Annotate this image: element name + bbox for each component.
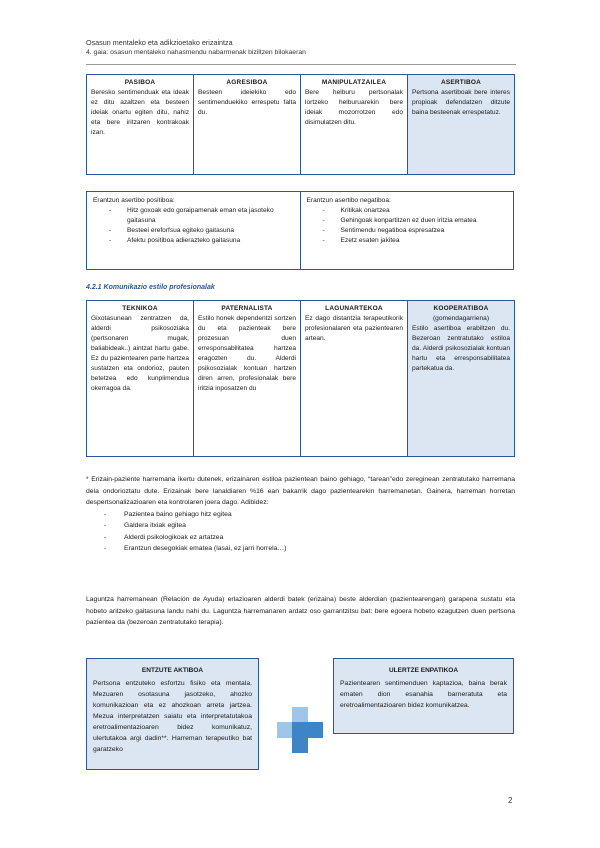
- list-item: - Besteei ereforfsua egiteko gaitasuna: [127, 226, 294, 236]
- assertive-responses-box: [86, 191, 514, 270]
- style-subtitle-kooperatiboa: (gomendagarriena): [432, 315, 490, 322]
- positive-responses-list: [93, 206, 294, 246]
- paragraph-help-relationship: [86, 594, 515, 629]
- list-item: - Galdera itxiak egitea: [124, 520, 515, 532]
- active-listening-text: Pertsona entzuteko esfortzu fisiko eta mentala. Mezuaren osotasuna jasotzeko, ahozko komunikazioan eta ez ahozkoan arreta jartzea. Mezua interpretatzen saiatu eta interpretatutakoa eretroalimentazioaren bidez komunikatuz, ulertutakoa argi dadin**. Harreman terapeutiko bat garatzeko: [93, 680, 252, 753]
- style-title-paternalista: PATERNALISTA: [221, 305, 273, 312]
- header-title: Osasun mentaleko eta adikzioetako erizaintza: [86, 38, 233, 47]
- list-item: - Kritikak onartzea: [341, 206, 508, 216]
- style-title-manipulatzailea: MANIPULATZAILEA: [321, 79, 387, 86]
- style-cell-paternalista: [194, 301, 301, 457]
- style-cell-kooperatiboa: [408, 301, 515, 457]
- list-item: - Gehingoak konpartitzen ez duen iritzia ematea: [341, 216, 508, 226]
- positive-responses: [87, 192, 300, 269]
- paragraph-text: * Erizain-paziente harremana ikertu dutenek, erizainaren estiloa pazientean baino gehiago, “tarean”edo zereginean zentratutako harremana dela ondorioztatu dute. Erizainak bere lanaldiaren %16 ean bakarrik dago pazientearekin harremanetan. Gainera, harreman horretan despertsonalizazioaren eta kontrolaren joera dago. Adibidez:: [86, 476, 515, 506]
- style-title-asertiboa: ASERTIBOA: [440, 79, 482, 86]
- examples-list: [86, 509, 515, 555]
- empathic-understanding-box: [333, 658, 514, 734]
- style-title-teknikoa: TEKNIKOA: [122, 305, 158, 312]
- header-subtitle: 4. gaia: osasun mentaleko nahasmendu nabarmenak biziltzen bilokaeran: [86, 49, 306, 56]
- list-item: - Afektu positiboa adierazteko gaitasuna: [127, 236, 294, 246]
- style-text-agresiboa: Besteen ideiekiko edo sentimenduekiko errespetu falta du.: [198, 89, 296, 116]
- style-text-kooperatiboa: Estilo asertiboa erabiltzen du. Bezeroan zentratutako estiloa da. Alderdi psikosozialak kontuan hartu eta erresponsabilitatea partekatua da.: [412, 325, 510, 372]
- style-text-lagunartekoa: Ez dago distantzia terapeutikorik profesionalaren eta pazientearen artean.: [305, 315, 403, 342]
- style-cell-agresiboa: [194, 75, 301, 175]
- style-title-pasiboa: PASIBOA: [124, 79, 156, 86]
- style-text-paternalista: Estilo honek dependentzi sortzen du eta pazienteak bere prozesuan duen erresponsabilitatea hartzea eragozten du. Alderdi psikosozialak kontuan hartzen diren arren, profesionalak bere iritzia inposatzen du: [198, 315, 296, 392]
- list-item: - Erantzun desegokiak ematea (lasai, ez jarri horrela…): [124, 543, 515, 555]
- negative-responses-list: [307, 206, 508, 246]
- list-item: - Hitz goxoak edo goraipamenak eman eta jasoteko gaitasuna: [127, 206, 294, 226]
- style-cell-lagunartekoa: [301, 301, 408, 457]
- active-listening-box: [86, 658, 259, 770]
- positive-responses-title: Erantzun asertibo positiboa:: [93, 197, 175, 204]
- style-cell-teknikoa: [87, 301, 194, 457]
- style-title-agresiboa: AGRESIBOA: [226, 79, 268, 86]
- professional-styles-table: [86, 300, 515, 457]
- style-title-lagunartekoa: LAGUNARTEKOA: [325, 305, 383, 312]
- header-rule: [86, 64, 516, 65]
- style-text-pasiboa: Beresko sentimenduak eta ideak ez ditu azaltzen eta besteen ideiak onartu egiten ditu, nahiz eta bere iritzaren kontrakoak izan.: [91, 89, 189, 136]
- medical-cross-icon: [275, 705, 325, 755]
- paragraph-text: Laguntza harremanean (Relación de Ayuda) erlazioaren alderdi batek (erizaina) beste alderdian (pazientearengan) garapena sustatu eta hobeto aritzeko gaitasuna landu nahi du. Laguntza harremanaren ardatz oso garrantzitsu bat: bere egoera hobeto ezagutzen duen pertsona pazientea da (bezeroan zentratutako terapia).: [86, 596, 515, 626]
- style-cell-manipulatzailea: [301, 75, 408, 175]
- empathic-understanding-title: ULERTZE ENPATIKOA: [388, 667, 459, 674]
- empathic-understanding-text: Pazientearen sentimenduen kaptazioa, baina berak ematen dion esanahia barneratuta eta eretroalimentazioaren bidez komunikatzea.: [340, 680, 507, 709]
- list-item: - Alderdi psikologikoak ez artatzea: [124, 532, 515, 544]
- style-title-kooperatiboa: KOOPERATIBOA: [433, 305, 489, 312]
- paragraph-nurse-relationship: [86, 474, 515, 555]
- communication-styles-table: [86, 74, 515, 175]
- style-text-teknikoa: Gixotasunean zentratzen da, alderdi psikosoziaka (pertsonaren mugak, baliabideak..) aintzat hartu gabe. Ez du pazientearen parte hartzea sustatzen eta ondorioz, pauten betetzea edo kunplimendua okerragoa da.: [91, 315, 189, 392]
- section-heading: 4.2.1 Komunikazio estilo profesionalak: [86, 284, 215, 291]
- page-header: [86, 38, 516, 65]
- list-item: - Sentimendu negatiboa espresatzea: [341, 226, 508, 236]
- page-number: 2: [508, 796, 513, 805]
- style-text-manipulatzailea: Bere helburu pertsonalak lortzeko helburuarekin bere ideiak mozorrotzen edo disimulatzen ditu.: [305, 89, 403, 126]
- style-text-asertiboa: Pertsona asertiboak bere interes propioak defendatzen ditzute baina besteenak errespetatuz.: [412, 89, 510, 116]
- style-cell-pasiboa: [87, 75, 194, 175]
- negative-responses-title: Erantzun asertibo negatiboa:: [306, 197, 391, 204]
- style-cell-asertiboa: [408, 75, 515, 175]
- active-listening-title: ENTZUTE AKTIBOA: [141, 667, 204, 674]
- negative-responses: [300, 192, 514, 269]
- list-item: - Ezetz esaten jakitea: [341, 236, 508, 246]
- list-item: - Pazientea baino gehiago hitz egitea: [124, 509, 515, 521]
